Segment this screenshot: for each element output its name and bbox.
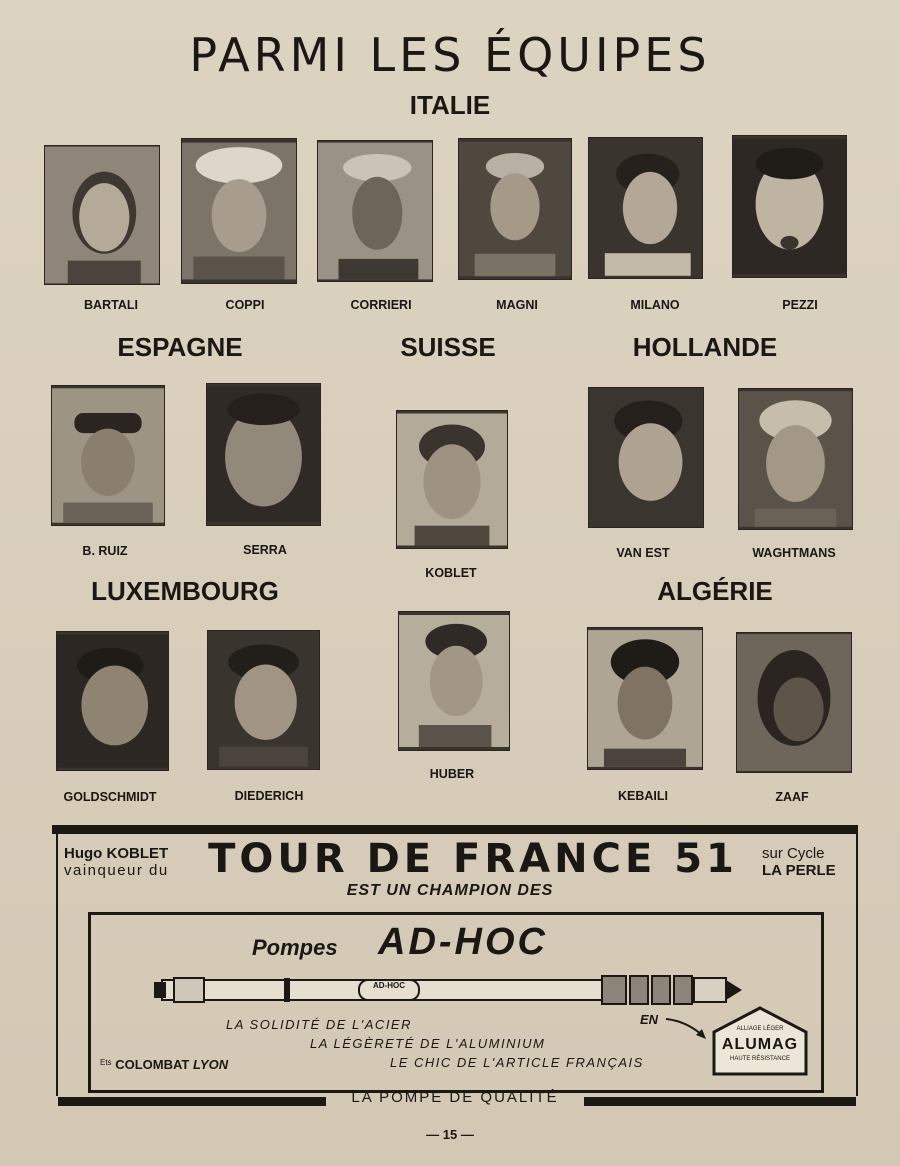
rider-name-magni: MAGNI [496, 298, 538, 312]
ad-top-rule [52, 825, 858, 834]
rider-name-serra: SERRA [243, 543, 287, 557]
rider-name-goldschmidt: GOLDSCHMIDT [63, 790, 157, 804]
rider-name-huber: HUBER [429, 767, 475, 781]
rider-photo-b-ruiz [51, 385, 165, 526]
rider-photo-van-est [588, 387, 704, 528]
ad-tagline-3: LE CHIC DE L'ARTICLE FRANÇAIS [390, 1055, 644, 1070]
pump-illustration [154, 968, 746, 1012]
rider-photo-goldschmidt [56, 631, 169, 771]
rider-name-kebaili: KEBAILI [618, 789, 668, 803]
rider-photo-zaaf [736, 632, 852, 773]
rider-photo-magni [458, 138, 572, 280]
arrow-icon [664, 1015, 710, 1043]
pump-brand-label: AD-HOC [373, 981, 405, 990]
rider-name-waghtmans: WAGHTMANS [752, 546, 836, 560]
rider-photo-diederich [207, 630, 320, 770]
ad-winner-text: vainqueur du [64, 862, 169, 879]
alumag-top-text: ALLIAGE LÉGER [736, 1026, 784, 1032]
ad-bike-line2: LA PERLE [762, 862, 836, 879]
alumag-bottom-text: HAUTE RÉSISTANCE [730, 1056, 790, 1062]
rider-photo-coppi [181, 138, 297, 284]
rider-name-pezzi: PEZZI [782, 298, 818, 312]
page-title: PARMI LES ÉQUIPES [189, 28, 711, 82]
ad-bottom-rule-right [584, 1097, 856, 1106]
rider-photo-huber [398, 611, 510, 751]
ad-tagline-1: LA SOLIDITÉ DE L'ACIER [226, 1017, 412, 1032]
maker-city: LYON [192, 1057, 229, 1072]
rider-name-milano: MILANO [630, 298, 680, 312]
rider-name-van-est: VAN EST [616, 546, 670, 560]
rider-name-koblet: KOBLET [425, 566, 477, 580]
rider-name-bartali: BARTALI [84, 298, 138, 312]
team-label-luxembourg: LUXEMBOURG [91, 576, 279, 606]
ad-pumps-label: Pompes [252, 935, 338, 960]
rider-photo-corrieri [317, 140, 433, 282]
ad-tagline-2: LA LÉGÈRETÉ DE L'ALUMINIUM [310, 1036, 546, 1051]
rider-photo-kebaili [587, 627, 703, 770]
rider-photo-serra [206, 383, 321, 526]
team-label-italie: ITALIE [409, 90, 491, 120]
rider-name-coppi: COPPI [225, 298, 265, 312]
ad-headline: TOUR DE FRANCE 51 [208, 836, 738, 882]
maker-prefix: Ets [100, 1058, 112, 1067]
team-label-hollande: HOLLANDE [632, 332, 778, 362]
team-label-espagne: ESPAGNE [117, 332, 243, 362]
ad-bike-line1: sur Cycle [762, 845, 825, 862]
ad-subline: EST UN CHAMPION DES [346, 882, 554, 899]
ad-bottom-rule-left [58, 1097, 326, 1106]
rider-photo-koblet [396, 410, 508, 549]
page-number: — 15 — [426, 1127, 474, 1142]
rider-name-corrieri: CORRIERI [350, 298, 412, 312]
rider-name-diederich: DIEDERICH [234, 789, 304, 803]
rider-photo-milano [588, 137, 703, 279]
rider-name-b-ruiz: B. RUIZ [82, 544, 128, 558]
rider-photo-waghtmans [738, 388, 853, 530]
alumag-logo: ALUMAG [721, 1036, 799, 1053]
rider-photo-bartali [44, 145, 160, 285]
maker-line [100, 1057, 228, 1072]
team-label-suisse: SUISSE [400, 332, 496, 362]
ad-winner-name: Hugo KOBLET [64, 845, 169, 862]
ad-en-label: EN [640, 1012, 659, 1027]
maker-name: COLOMBAT [115, 1057, 190, 1072]
team-label-algerie: ALGÉRIE [657, 576, 773, 606]
rider-name-zaaf: ZAAF [775, 790, 809, 804]
rider-photo-pezzi [732, 135, 847, 278]
ad-slogan: LA POMPE DE QUALITÉ [351, 1089, 559, 1106]
ad-brand: AD-HOC [378, 921, 548, 963]
